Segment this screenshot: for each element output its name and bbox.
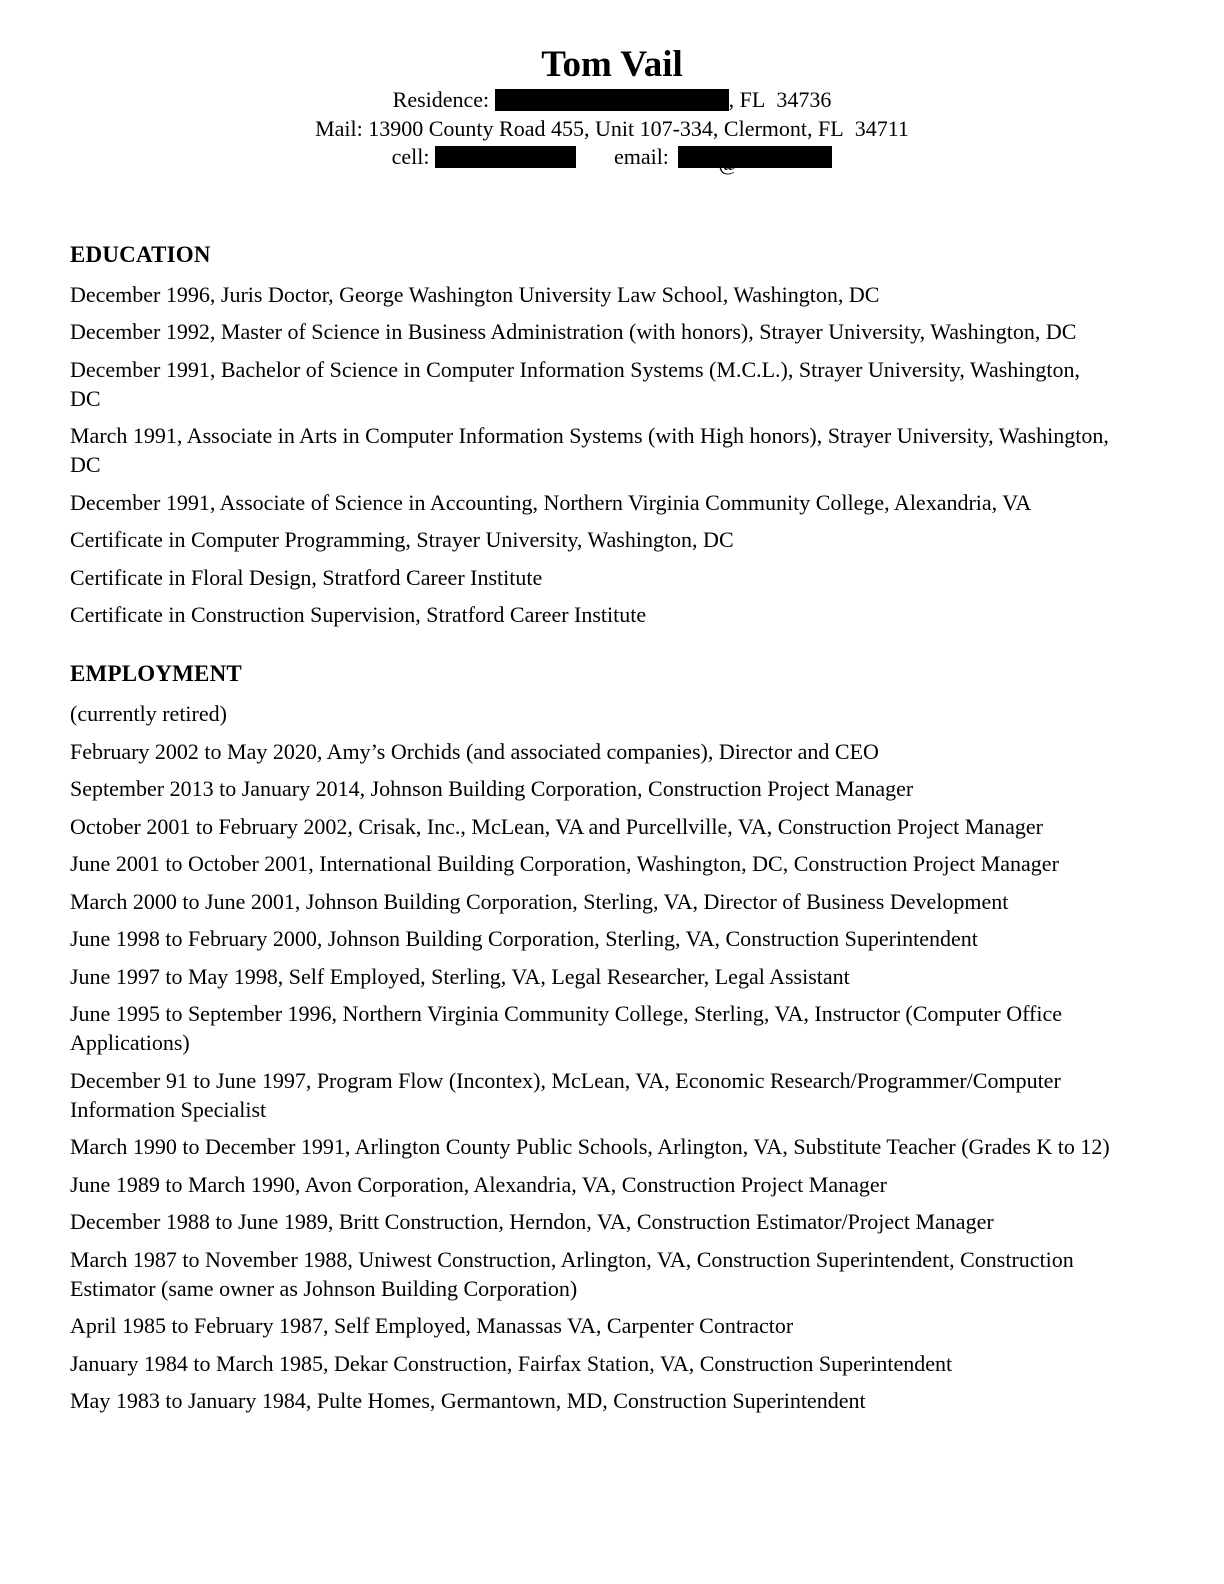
employment-item: June 1995 to September 1996, Northern Virginia Community College, Sterling, VA, Instructor (Computer Office Applications) bbox=[70, 1001, 1063, 1055]
employment-item: March 1987 to November 1988, Uniwest Construction, Arlington, VA, Construction Superintendent, Construction Estimator (same owner as Johnson Building Corporation) bbox=[70, 1246, 1074, 1301]
cell-label: cell: bbox=[391, 144, 435, 169]
employment-item: March 1990 to December 1991, Arlington County Public Schools, Arlington, VA, Substitute Teacher (Grades K to 12) bbox=[70, 1134, 1110, 1159]
education-item: December 1991, Associate of Science in Accounting, Northern Virginia Community College, Alexandria, VA bbox=[70, 489, 1032, 515]
resume-body bbox=[70, 240, 1115, 1416]
employment-item: April 1985 to February 1987, Self Employed, Manassas VA, Carpenter Contractor bbox=[70, 1313, 794, 1338]
employment-item: December 1988 to June 1989, Britt Construction, Herndon, VA, Construction Estimator/Project Manager bbox=[70, 1209, 994, 1234]
employment-item: June 1989 to March 1990, Avon Corporation, Alexandria, VA, Construction Project Manager bbox=[70, 1171, 887, 1197]
employment-item: October 2001 to February 2002, Crisak, Inc., McLean, VA and Purcellville, VA, Construction Project Manager bbox=[70, 813, 1043, 839]
education-item: Certificate in Construction Supervision, Stratford Career Institute bbox=[70, 602, 647, 627]
education-item: Certificate in Floral Design, Stratford Career Institute bbox=[70, 564, 543, 590]
education-item: December 1996, Juris Doctor, George Washington University Law School, Washington, DC bbox=[70, 281, 880, 307]
mail-line: Mail: 13900 County Road 455, Unit 107-334, Clermont, FL 34711 bbox=[315, 115, 909, 141]
residence-line bbox=[0, 86, 1224, 115]
email-redaction-bar bbox=[678, 146, 832, 175]
email-at-glyph: @ bbox=[718, 150, 739, 175]
education-item: Certificate in Computer Programming, Strayer University, Washington, DC bbox=[70, 527, 734, 552]
education-item: December 1991, Bachelor of Science in Computer Information Systems (M.C.L.), Strayer University, Washington, DC bbox=[70, 356, 1081, 411]
employment-item: January 1984 to March 1985, Dekar Construction, Fairfax Station, VA, Construction Superintendent bbox=[70, 1350, 953, 1376]
employment-item: May 1983 to January 1984, Pulte Homes, Germantown, MD, Construction Superintendent bbox=[70, 1388, 866, 1413]
employment-item: June 2001 to October 2001, International Building Corporation, Washington, DC, Construction Project Manager bbox=[70, 851, 1059, 876]
education-item: March 1991, Associate in Arts in Computer Information Systems (with High honors), Strayer University, Washington, DC bbox=[70, 423, 1109, 477]
contact-line bbox=[0, 143, 1224, 175]
employment-heading: EMPLOYMENT bbox=[70, 661, 242, 686]
employment-section bbox=[70, 659, 1115, 1415]
employment-item: June 1997 to May 1998, Self Employed, Sterling, VA, Legal Researcher, Legal Assistant bbox=[70, 963, 850, 989]
email-label: email: bbox=[613, 144, 675, 169]
resume-header bbox=[0, 0, 1224, 175]
education-list bbox=[70, 280, 1115, 630]
person-name: Tom Vail bbox=[541, 44, 683, 85]
education-heading: EDUCATION bbox=[70, 241, 211, 267]
employment-list bbox=[70, 737, 1115, 1416]
employment-item: September 2013 to January 2014, Johnson Building Corporation, Construction Project Manager bbox=[70, 776, 914, 801]
employment-status-note: (currently retired) bbox=[70, 701, 227, 726]
education-section bbox=[70, 240, 1115, 630]
residence-redaction-bar bbox=[495, 89, 729, 111]
employment-item: March 2000 to June 2001, Johnson Building Corporation, Sterling, VA, Director of Business Development bbox=[70, 888, 1009, 914]
residence-rest: , FL 34736 bbox=[728, 87, 832, 112]
residence-label: Residence: bbox=[392, 87, 495, 112]
employment-item: December 91 to June 1997, Program Flow (Incontex), McLean, VA, Economic Research/Programmer/Computer Information Specialist bbox=[70, 1067, 1061, 1122]
cell-redaction-bar bbox=[435, 146, 576, 168]
employment-item: February 2002 to May 2020, Amy’s Orchids (and associated companies), Director and CEO bbox=[70, 738, 879, 764]
employment-item: June 1998 to February 2000, Johnson Building Corporation, Sterling, VA, Construction Superintendent bbox=[70, 926, 978, 951]
education-item: December 1992, Master of Science in Business Administration (with honors), Strayer University, Washington, DC bbox=[70, 319, 1077, 344]
